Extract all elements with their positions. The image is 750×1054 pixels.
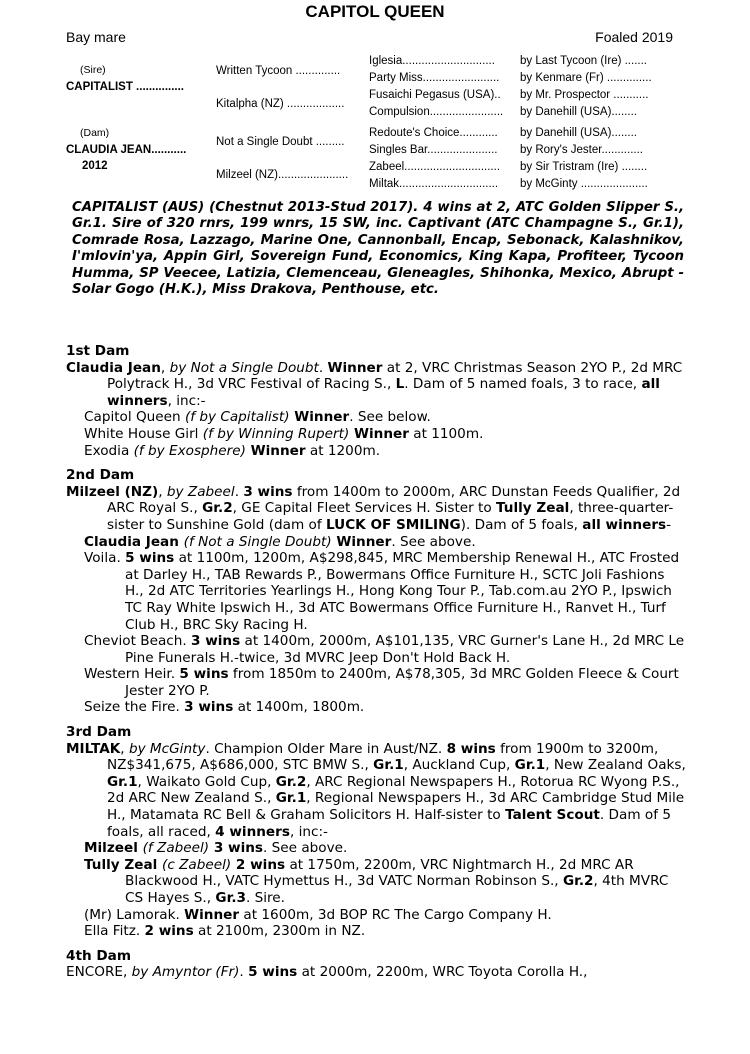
gen3-sire-3: by Mr. Prospector ........... [520, 89, 649, 101]
sire-label: (Sire) [80, 64, 106, 76]
fourth-dam-heading: 4th Dam [66, 947, 131, 964]
offspring-claudia-jean: Claudia Jean (f Not a Single Doubt) Winner. See above. [84, 533, 476, 550]
offspring-voila: Voila. 5 wins at 1100m, 1200m, A$298,845, MRC Membership Renewal H., ATC Frosted at Darley H., TAB Rewards P., Bowermans Office Furniture H., SCTC Joli Fashions H., 2d ATC Territories Yearlings H., Hong Kong Tour P., Tab.com.au 2YO P., Ipswich TC Ray White Ipswich H., 3d ATC Bowermans Office Furniture H., Ranvet H., Turf Club H., BRC Sky Racing H. [84, 550, 680, 633]
offspring-tully-zeal: Tully Zeal (c Zabeel) 2 wins at 1750m, 2200m, VRC Nightmarch H., 2d MRC AR Blackwood H., VATC Hymettus H., 3d VATC Norman Robinson S., Gr.2, 4th MVRC CS Hayes S., Gr.3. Sire. [84, 856, 669, 906]
gen3-2: Party Miss........................ [369, 72, 500, 84]
second-dam-entry: Milzeel (NZ), by Zabeel. 3 wins from 1400m to 2000m, ARC Dunstan Feeds Qualifier, 2d ARC Royal S., Gr.2, GE Capital Fleet Services H. Sister to Tully Zeal, three-quarter-sister to Sunshine Gold (dam of LUCK OF SMILING). Dam of 5 foals, all winners- [66, 483, 681, 533]
dam-year: 2012 [82, 160, 108, 172]
dam-label: (Dam) [80, 127, 110, 139]
gen2-sire-sire: Written Tycoon .............. [216, 65, 341, 77]
gen2-dam-dam: Milzeel (NZ)...................... [216, 169, 349, 181]
gen3-sire-8: by McGinty ..................... [520, 178, 648, 190]
offspring-capitol-queen: Capitol Queen (f by Capitalist) Winner. See below. [84, 409, 431, 426]
offspring-milzeel: Milzeel (f Zabeel) 3 wins. See above. [84, 840, 348, 857]
sire-summary: CAPITALIST (AUS) (Chestnut 2013-Stud 2017). 4 wins at 2, ATC Golden Slipper S., Gr.1. Sire of 320 rnrs, 199 wnrs, 15 SW, inc. Captivant (ATC Champagne S., Gr.1), Comrade Rosa, Lazzago, Marine One, Cannonball, Encap, Sebonack, Kalashnikov, I'mlovin'ya, Appin Girl, Sovereign Fund, Economics, King Kapa, Profiteer, Tycoon Humma, SP Veecee, Latizia, Clemenceau, Gleneagles, Shihonka, Mexico, Abrupt - Solar Gogo (H.K.), Miss Drakova, Penthouse, etc. [72, 200, 684, 298]
second-dam-heading: 2nd Dam [66, 467, 135, 484]
dam-lines [66, 343, 686, 981]
gen3-1: Iglesia............................. [369, 55, 495, 67]
horse-name-title: CAPITOL QUEEN [305, 2, 445, 21]
gen3-sire-6: by Rory's Jester............. [520, 144, 643, 156]
pedigree-table [0, 52, 750, 192]
offspring-western-heir: Western Heir. 5 wins from 1850m to 2400m, A$78,305, 3d MRC Golden Fleece & Court Jester 2YO P. [84, 666, 679, 699]
sire-name: CAPITALIST ............... [66, 81, 184, 93]
offspring-seize-the-fire: Seize the Fire. 3 wins at 1400m, 1800m. [84, 699, 365, 716]
offspring-cheviot-beach: Cheviot Beach. 3 wins at 1400m, 2000m, A$101,135, VRC Gurner's Lane H., 2d MRC Le Pine Funerals H.-twice, 3d MVRC Jeep Don't Hold Back H. [84, 633, 685, 666]
offspring-white-house-girl: White House Girl (f by Winning Rupert) Winner at 1100m. [84, 425, 484, 442]
dam-name: CLAUDIA JEAN........... [66, 144, 187, 156]
gen3-5: Redoute's Choice............ [369, 127, 498, 139]
colour-sex: Bay mare [66, 29, 126, 45]
third-dam-entry: MILTAK, by McGinty. Champion Older Mare in Aust/NZ. 8 wins from 1900m to 3200m, NZ$341,675, A$686,000, STC BMW S., Gr.1, Auckland Cup, Gr.1, New Zealand Oaks, Gr.1, Waikato Gold Cup, Gr.2, ARC Regional Newspapers H., Rotorua RC Wyong P.S., 2d ARC New Zealand S., Gr.1, Regional Newspapers H., 3d ARC Cambridge Stud Mile H., Matamata RC Bell & Graham Solicitors H. Half-sister to Talent Scout. Dam of 5 foals, all raced, 4 winners, inc:- [66, 740, 686, 840]
offspring-exodia: Exodia (f by Exosphere) Winner at 1200m. [84, 442, 381, 459]
gen3-3: Fusaichi Pegasus (USA).. [369, 89, 501, 101]
gen2-dam-sire: Not a Single Doubt ......... [216, 136, 345, 148]
gen3-sire-4: by Danehill (USA)........ [520, 106, 637, 118]
gen3-4: Compulsion....................... [369, 106, 504, 118]
first-dam-heading: 1st Dam [66, 343, 130, 359]
gen3-sire-7: by Sir Tristram (Ire) ........ [520, 161, 648, 173]
gen3-sire-1: by Last Tycoon (Ire) ....... [520, 55, 647, 67]
gen3-sire-5: by Danehill (USA)........ [520, 127, 637, 139]
foaled-year: Foaled 2019 [595, 29, 673, 45]
gen3-8: Miltak............................... [369, 178, 499, 190]
offspring-ella-fitz: Ella Fitz. 2 wins at 2100m, 2300m in NZ. [84, 923, 366, 940]
third-dam-heading: 3rd Dam [66, 724, 132, 741]
gen3-sire-2: by Kenmare (Fr) .............. [520, 72, 652, 84]
fourth-dam-entry: ENCORE, by Amyntor (Fr). 5 wins at 2000m, 2200m, WRC Toyota Corolla H., [66, 964, 588, 981]
offspring-lamorak: (Mr) Lamorak. Winner at 1600m, 3d BOP RC The Cargo Company H. [84, 906, 552, 923]
first-dam-entry: Claudia Jean, by Not a Single Doubt. Winner at 2, VRC Christmas Season 2YO P., 2d MRC Polytrack H., 3d VRC Festival of Racing S., L. Dam of 5 named foals, 3 to race, all winners, inc:- [66, 359, 683, 409]
gen2-sire-dam: Kitalpha (NZ) .................. [216, 98, 345, 110]
gen3-7: Zabeel.............................. [369, 161, 501, 173]
gen3-6: Singles Bar...................... [369, 144, 498, 156]
